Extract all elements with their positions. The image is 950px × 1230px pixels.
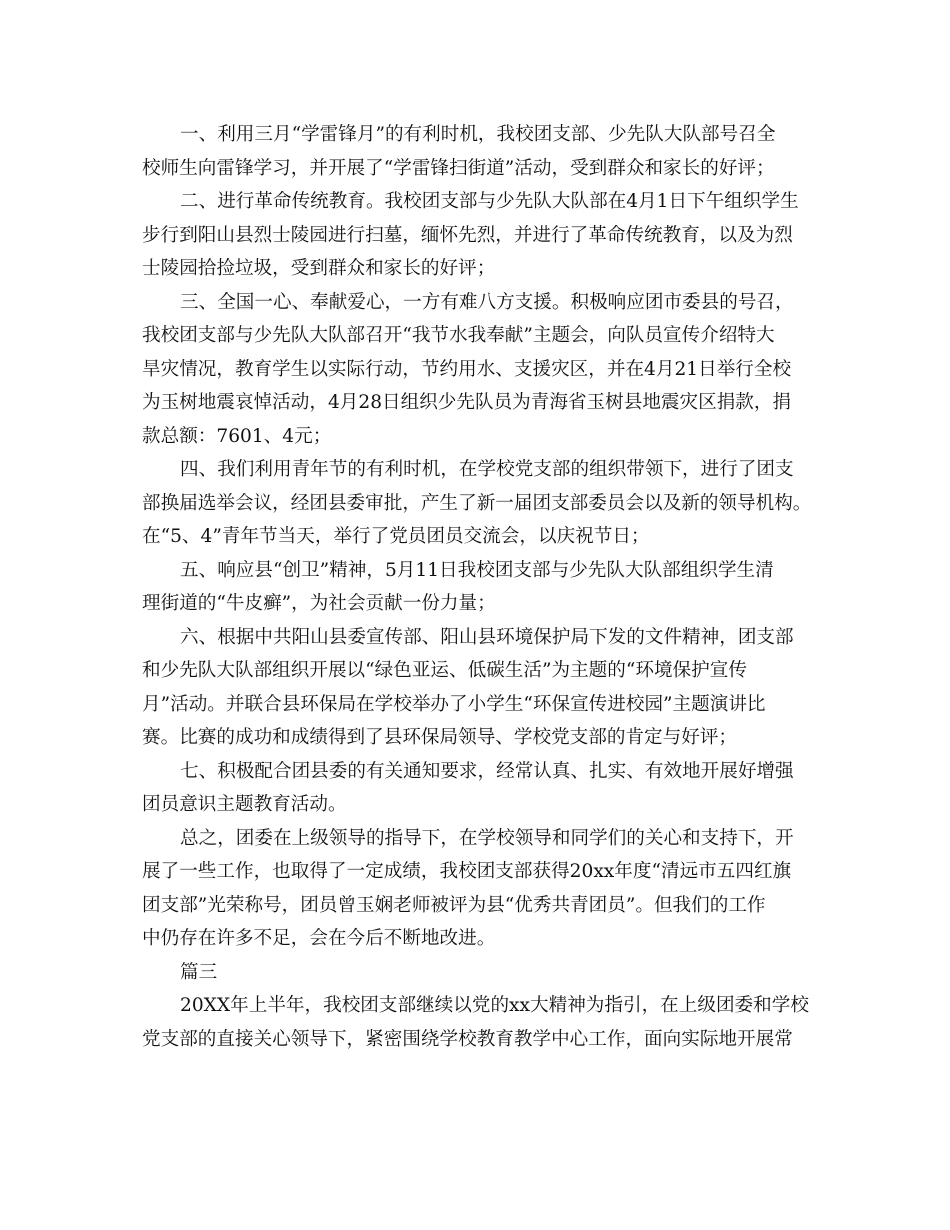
text-line: 一、利用三月“学雷锋月”的有利时机，我校团支部、少先队大队部号召全 — [180, 124, 776, 145]
text-line: 三、全国一心、奉献爱心，一方有难八方支援。积极响应团市委县的号召， — [180, 291, 794, 313]
text-line: 团员意识主题教育活动。 — [142, 794, 347, 815]
text-line: 赛。比赛的成功和成绩得到了县环保局领导、学校党支部的肯定与好评； — [142, 727, 738, 748]
text-line: 为玉树地震哀悼活动，4月28日组织少先队员为青海省玉树县地震灾区捐款，捐 — [142, 392, 792, 413]
text-line: 20XX年上半年，我校团支部继续以党的xx大精神为指引，在上级团委和学校 — [180, 995, 809, 1016]
text-line: 部换届选举会议，经团县委审批，产生了新一届团支部委员会以及新的领导机构。 — [142, 492, 812, 514]
text-line: 团支部”光荣称号，团员曾玉娴老师被评为县“优秀共青团员”。但我们的工作 — [142, 894, 766, 916]
text-line: 展了一些工作，也取得了一定成绩，我校团支部获得20xx年度“清远市五四红旗 — [142, 861, 792, 882]
text-line: 篇三 — [180, 961, 218, 983]
text-line: 旱灾情况，教育学生以实际行动，节约用水、支援灾区，并在4月21日举行全校 — [142, 358, 792, 380]
text-line: 士陵园拾捡垃圾，受到群众和家长的好评； — [142, 258, 496, 279]
text-line: 和少先队大队部组织开展以“绿色亚运、低碳生活”为主题的“环境保护宣传 — [142, 660, 747, 681]
text-line: 中仍存在许多不足，会在今后不断地改进。 — [142, 928, 496, 949]
text-line: 党支部的直接关心领导下，紧密围绕学校教育教学中心工作，面向实际地开展常 — [142, 1028, 793, 1050]
text-line: 理街道的“牛皮癣”，为社会贡献一份力量； — [142, 593, 496, 614]
text-line: 步行到阳山县烈士陵园进行扫墓，缅怀先烈，并进行了革命传统教育，以及为烈 — [142, 224, 793, 246]
text-line: 总之，团委在上级领导的指导下，在学校领导和同学们的关心和支持下，开 — [180, 827, 794, 849]
text-line: 在“5、4”青年节当天，举行了党员团员交流会，以庆祝节日； — [142, 526, 650, 547]
text-line: 五、响应县“创卫”精神，5月11日我校团支部与少先队大队部组织学生清 — [180, 559, 774, 581]
text-line: 款总额：7601、4元； — [142, 425, 332, 447]
text-line: 月”活动。并联合县环保局在学校举办了小学生“环保宣传进校园”主题演讲比 — [142, 693, 766, 715]
text-line: 四、我们利用青年节的有利时机，在学校党支部的组织带领下，进行了团支 — [180, 459, 794, 480]
document-body — [142, 118, 810, 1056]
text-line: 七、积极配合团县委的有关通知要求，经常认真、扎实、有效地开展好增强 — [180, 760, 794, 782]
text-line: 六、根据中共阳山县委宣传部、阳山县环境保护局下发的文件精神，团支部 — [180, 626, 794, 648]
text-line: 校师生向雷锋学习，并开展了“学雷锋扫街道”活动，受到群众和家长的好评； — [142, 157, 775, 179]
text-line: 我校团支部与少先队大队部召开“我节水我奉献”主题会，向队员宣传介绍特大 — [142, 325, 775, 346]
text-line: 二、进行革命传统教育。我校团支部与少先队大队部在4月1日下午组织学生 — [180, 191, 799, 212]
